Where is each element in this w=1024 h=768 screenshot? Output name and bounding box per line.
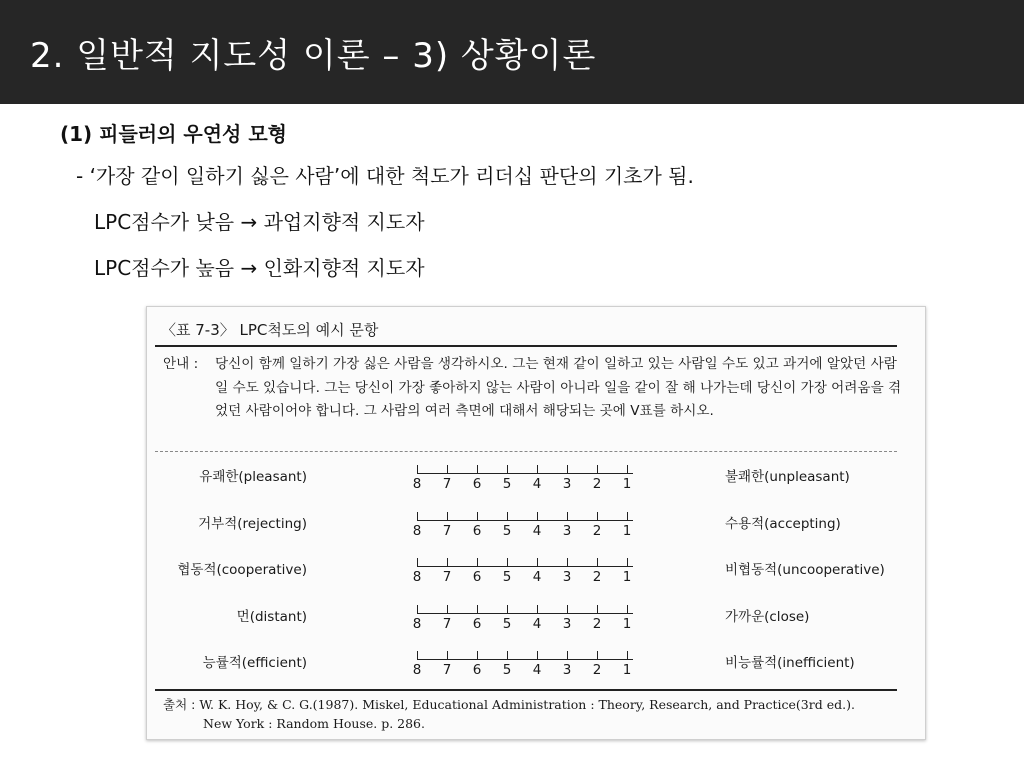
scale-number: 7 <box>442 569 452 585</box>
scale-number: 8 <box>412 476 422 492</box>
scale-right-label: 비능률적(inefficient) <box>725 655 855 671</box>
scale-row <box>147 512 925 552</box>
scale-tick <box>627 558 628 567</box>
scale-tick <box>477 465 478 474</box>
scale-tick <box>447 465 448 474</box>
scale-tick <box>567 558 568 567</box>
scale-number: 6 <box>472 662 482 678</box>
scale-number: 2 <box>592 476 602 492</box>
scale-number: 4 <box>532 615 542 632</box>
scale-line <box>417 659 633 660</box>
source-line-1: W. K. Hoy, & C. G.(1987). Miskel, Educational Administration : Theory, Research, and Practice(3rd ed.). <box>199 697 855 712</box>
scale-number: 6 <box>472 615 482 632</box>
scale-tick <box>537 605 538 614</box>
scale-tick <box>477 651 478 660</box>
scale-tick <box>537 558 538 567</box>
scale-tick <box>507 512 508 521</box>
scale-number: 2 <box>592 615 602 632</box>
lpc-low-line: LPC점수가 낮음 → 과업지향적 지도자 <box>94 210 425 234</box>
source-label: 출처 : <box>163 697 196 712</box>
scale-number: 1 <box>622 569 632 585</box>
scale-tick <box>447 558 448 567</box>
scale-number: 5 <box>502 569 512 585</box>
scale-tick <box>477 558 478 567</box>
scale-number: 4 <box>532 662 542 678</box>
scale-row <box>147 651 925 691</box>
scale-tick <box>447 605 448 614</box>
scale-tick <box>507 465 508 474</box>
scale-right-label: 수용적(accepting) <box>725 515 841 532</box>
scale-number: 7 <box>442 615 452 632</box>
scale-number: 3 <box>562 476 572 492</box>
instruction-text: 당신이 함께 일하기 가장 싫은 사람을 생각하시오. 그는 현재 같이 일하고 있는 사람일 수도 있고 과거에 알았던 사람일 수도 있습니다. 그는 당신이 가장 좋아하지 않는 사람이 아니라 일을 같이 잘 해 나가는데 당신이 가장 어려움을 겪었던 사람이어야 합니다. 그 사람의 여러 측면에 대해서 해당되는 곳에 V표를 하시오. <box>215 356 902 419</box>
scale-tick <box>507 651 508 660</box>
scale-tick <box>447 512 448 521</box>
lpc-scale-table-image <box>146 306 926 740</box>
scale-tick <box>537 651 538 660</box>
scale-tick <box>627 512 628 521</box>
scale-tick <box>477 512 478 521</box>
scale-number: 3 <box>562 662 572 678</box>
bullet-lpc-description: - ‘가장 같이 일하기 싫은 사람’에 대한 척도가 리더십 판단의 기초가 됨. <box>76 164 694 188</box>
scale-number: 8 <box>412 569 422 585</box>
scale-number: 4 <box>532 569 542 585</box>
scale-number: 3 <box>562 522 572 539</box>
scale-number: 5 <box>502 522 512 539</box>
scale-left-label: 거부적(rejecting) <box>198 515 307 532</box>
scale-tick <box>507 558 508 567</box>
lpc-high-line: LPC점수가 높음 → 인화지향적 지도자 <box>94 256 425 280</box>
scale-number: 1 <box>622 476 632 492</box>
scale-number: 2 <box>592 662 602 678</box>
scale-number: 5 <box>502 476 512 492</box>
scale-tick <box>567 465 568 474</box>
table-bottom-rule <box>155 689 897 691</box>
scale-number: 2 <box>592 569 602 585</box>
scale-tick <box>597 512 598 521</box>
scale-number: 6 <box>472 476 482 492</box>
scale-tick <box>597 465 598 474</box>
scale-tick <box>627 651 628 660</box>
scale-number: 2 <box>592 522 602 539</box>
table-instruction <box>163 353 903 424</box>
scale-line <box>417 613 633 614</box>
scale-number: 5 <box>502 662 512 678</box>
scale-number: 1 <box>622 522 632 539</box>
scale-tick <box>417 605 418 614</box>
scale-tick <box>537 465 538 474</box>
scale-row <box>147 465 925 505</box>
scale-left-label: 유쾌한(pleasant) <box>199 469 307 485</box>
scale-number: 8 <box>412 662 422 678</box>
scale-number: 1 <box>622 662 632 678</box>
table-dashed-divider <box>155 451 897 452</box>
scale-left-label: 협동적(cooperative) <box>177 562 307 578</box>
scale-tick <box>627 605 628 614</box>
table-caption: 〈표 7-3〉 LPC척도의 예시 문항 <box>161 321 379 339</box>
scale-right-label: 가까운(close) <box>725 608 810 625</box>
scale-tick <box>417 558 418 567</box>
scale-tick <box>567 512 568 521</box>
scale-row <box>147 558 925 598</box>
table-source <box>163 695 913 733</box>
scale-tick <box>597 558 598 567</box>
scale-tick <box>507 605 508 614</box>
scale-tick <box>537 512 538 521</box>
scale-left-label: 먼(distant) <box>236 608 307 625</box>
scale-number: 5 <box>502 615 512 632</box>
scale-number: 1 <box>622 615 632 632</box>
scale-number: 8 <box>412 615 422 632</box>
scale-number: 4 <box>532 522 542 539</box>
instruction-label: 안내 : <box>163 356 199 372</box>
scale-tick <box>567 651 568 660</box>
scale-number: 7 <box>442 662 452 678</box>
scale-line <box>417 473 633 474</box>
scale-tick <box>417 465 418 474</box>
scale-line <box>417 520 633 521</box>
scale-number: 7 <box>442 522 452 539</box>
scale-tick <box>567 605 568 614</box>
scale-number: 7 <box>442 476 452 492</box>
table-top-rule <box>155 345 897 347</box>
scale-number: 8 <box>412 522 422 539</box>
scale-row <box>147 605 925 645</box>
scale-left-label: 능률적(efficient) <box>202 655 307 671</box>
slide-title: 2. 일반적 지도성 이론 – 3) 상황이론 <box>30 36 597 76</box>
scale-tick <box>597 605 598 614</box>
section-heading: (1) 피들러의 우연성 모형 <box>60 122 287 146</box>
source-line-2: New York : Random House. p. 286. <box>203 716 425 731</box>
scale-right-label: 불쾌한(unpleasant) <box>725 469 850 485</box>
scale-number: 4 <box>532 476 542 492</box>
scale-tick <box>447 651 448 660</box>
scale-tick <box>417 651 418 660</box>
scale-number: 3 <box>562 615 572 632</box>
scale-right-label: 비협동적(uncooperative) <box>725 562 885 578</box>
scale-tick <box>597 651 598 660</box>
scale-number: 3 <box>562 569 572 585</box>
scale-line <box>417 566 633 567</box>
scale-number: 6 <box>472 569 482 585</box>
title-bar <box>0 0 1024 104</box>
scale-tick <box>417 512 418 521</box>
scale-number: 6 <box>472 522 482 539</box>
scale-tick <box>627 465 628 474</box>
scale-tick <box>477 605 478 614</box>
